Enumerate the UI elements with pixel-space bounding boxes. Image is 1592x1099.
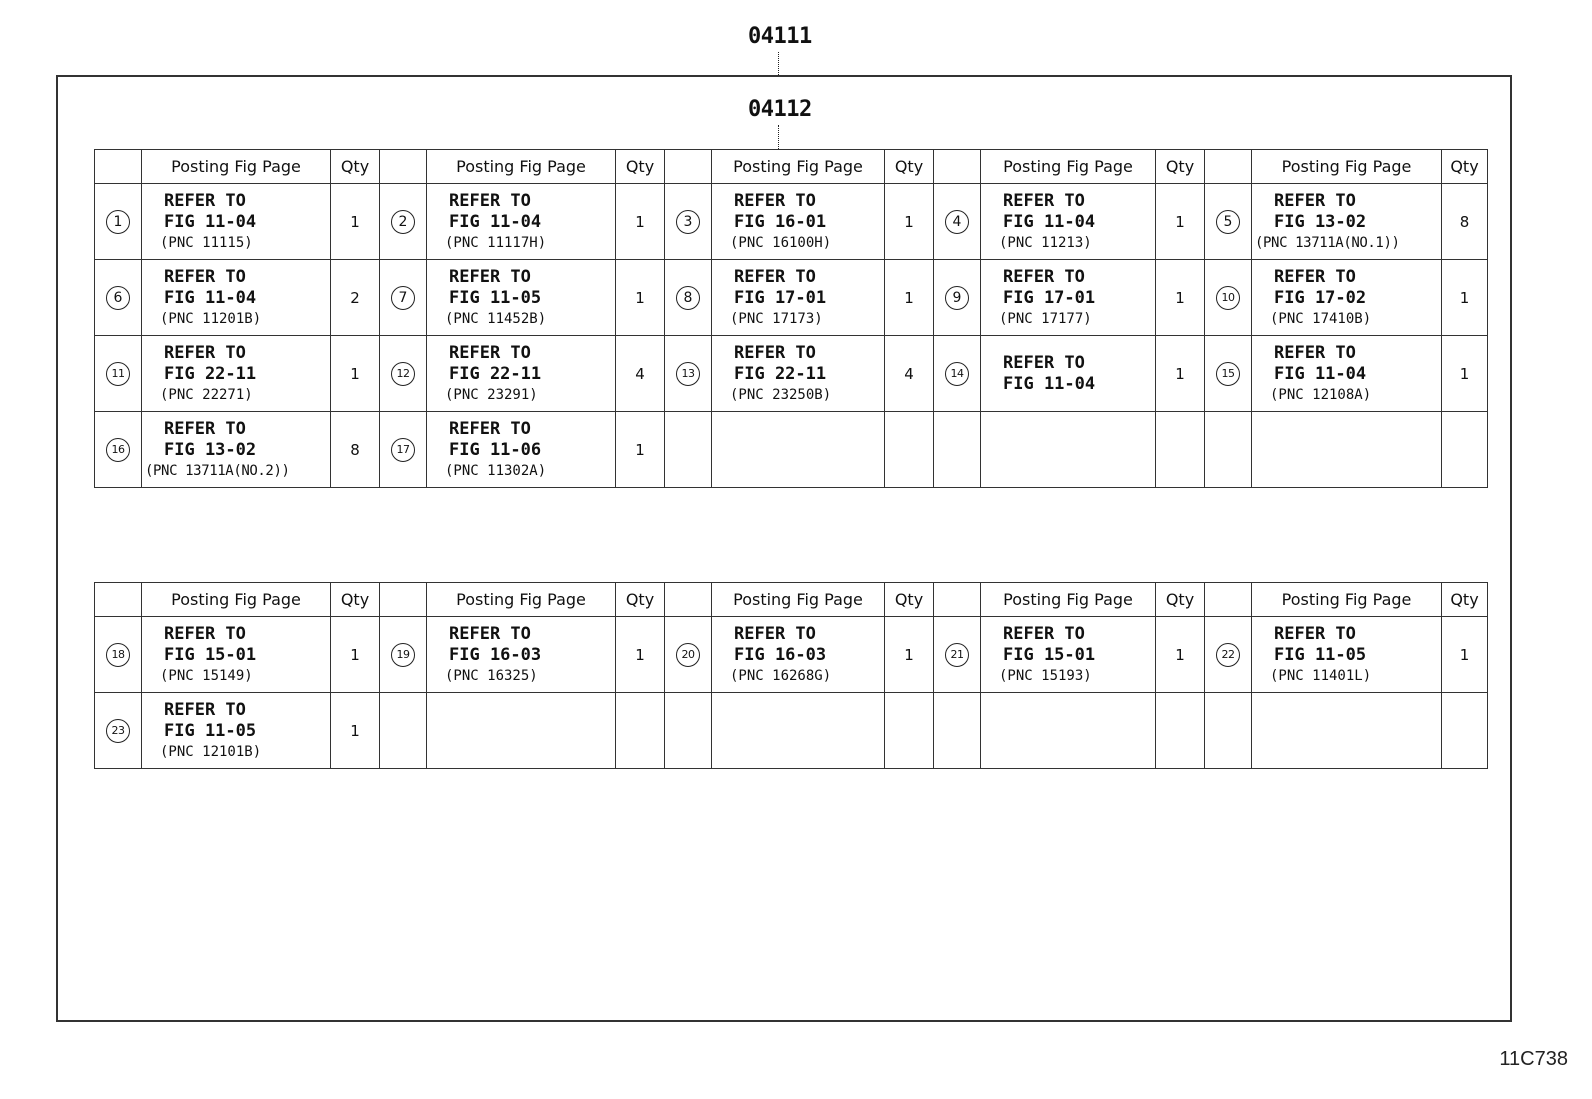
header-posting-fig-page: Posting Fig Page bbox=[981, 583, 1156, 617]
refer-to-text: REFER TO bbox=[1003, 190, 1085, 211]
posting-fig-page-cell bbox=[1252, 336, 1442, 412]
item-number-cell bbox=[934, 693, 981, 769]
refer-to-text: REFER TO bbox=[449, 190, 531, 211]
qty-cell: 8 bbox=[331, 412, 380, 488]
table-row bbox=[95, 412, 1488, 488]
qty-cell: 1 bbox=[1156, 184, 1205, 260]
refer-to-text: REFER TO bbox=[449, 623, 531, 644]
parts-reference-table-2 bbox=[94, 582, 1488, 769]
header-qty: Qty bbox=[1156, 150, 1205, 184]
item-number-cell bbox=[380, 412, 427, 488]
item-number-callout: 20 bbox=[676, 643, 700, 667]
figure-reference-text: FIG 17-01 bbox=[734, 287, 827, 308]
header-number-cell bbox=[934, 150, 981, 184]
figure-reference-text: FIG 11-05 bbox=[164, 720, 257, 741]
item-number-cell bbox=[934, 260, 981, 336]
header-number-cell bbox=[1205, 583, 1252, 617]
item-number-cell bbox=[380, 617, 427, 693]
figure-reference-text: FIG 22-11 bbox=[164, 363, 257, 384]
qty-cell: 1 bbox=[1442, 336, 1488, 412]
item-number-cell bbox=[1205, 184, 1252, 260]
posting-fig-page-cell bbox=[712, 617, 885, 693]
assembly-label-04111: 04111 bbox=[748, 24, 812, 49]
posting-fig-page-cell bbox=[142, 617, 331, 693]
item-number-cell bbox=[665, 617, 712, 693]
pnc-code-text: (PNC 15149) bbox=[160, 667, 253, 684]
qty-cell: 1 bbox=[885, 617, 934, 693]
header-number-cell bbox=[1205, 150, 1252, 184]
refer-to-text: REFER TO bbox=[1003, 266, 1085, 287]
pnc-code-text: (PNC 12101B) bbox=[160, 743, 262, 760]
pnc-code-text: (PNC 16268G) bbox=[730, 667, 832, 684]
header-posting-fig-page: Posting Fig Page bbox=[1252, 583, 1442, 617]
posting-fig-page-cell bbox=[712, 336, 885, 412]
item-number-callout: 21 bbox=[945, 643, 969, 667]
item-number-callout: 17 bbox=[391, 438, 415, 462]
item-number-cell bbox=[934, 184, 981, 260]
item-number-callout: 4 bbox=[945, 210, 969, 234]
pnc-code-text: (PNC 12108A) bbox=[1270, 386, 1372, 403]
refer-to-text: REFER TO bbox=[1274, 266, 1356, 287]
item-number-callout: 22 bbox=[1216, 643, 1240, 667]
figure-reference-text: FIG 11-04 bbox=[1003, 211, 1096, 232]
item-number-callout: 15 bbox=[1216, 362, 1240, 386]
pnc-code-text: (PNC 11115) bbox=[160, 234, 253, 251]
item-number-callout: 1 bbox=[106, 210, 130, 234]
posting-fig-page-cell bbox=[981, 617, 1156, 693]
qty-cell bbox=[885, 693, 934, 769]
header-number-cell bbox=[380, 583, 427, 617]
refer-to-text: REFER TO bbox=[734, 623, 816, 644]
item-number-cell bbox=[380, 336, 427, 412]
qty-cell bbox=[1156, 412, 1205, 488]
header-posting-fig-page: Posting Fig Page bbox=[1252, 150, 1442, 184]
item-number-cell bbox=[665, 412, 712, 488]
qty-cell: 1 bbox=[1442, 617, 1488, 693]
item-number-cell bbox=[380, 693, 427, 769]
refer-to-text: REFER TO bbox=[734, 190, 816, 211]
pnc-code-text: (PNC 15193) bbox=[999, 667, 1092, 684]
refer-to-text: REFER TO bbox=[734, 342, 816, 363]
figure-reference-text: FIG 22-11 bbox=[734, 363, 827, 384]
posting-fig-page-cell bbox=[427, 184, 616, 260]
qty-cell: 1 bbox=[616, 260, 665, 336]
table-row bbox=[95, 693, 1488, 769]
qty-cell: 1 bbox=[331, 336, 380, 412]
posting-fig-page-cell bbox=[427, 336, 616, 412]
pnc-code-text: (PNC 11117H) bbox=[445, 234, 547, 251]
qty-cell: 1 bbox=[885, 184, 934, 260]
posting-fig-page-cell bbox=[981, 412, 1156, 488]
posting-fig-page-cell bbox=[712, 184, 885, 260]
posting-fig-page-cell bbox=[1252, 617, 1442, 693]
item-number-cell bbox=[1205, 336, 1252, 412]
figure-reference-text: FIG 11-05 bbox=[1274, 644, 1367, 665]
header-number-cell bbox=[95, 150, 142, 184]
item-number-callout: 23 bbox=[106, 719, 130, 743]
qty-cell: 4 bbox=[616, 336, 665, 412]
pnc-code-text: (PNC 13711A(NO.1)) bbox=[1255, 234, 1400, 251]
qty-cell bbox=[1442, 693, 1488, 769]
qty-cell bbox=[885, 412, 934, 488]
refer-to-text: REFER TO bbox=[1274, 623, 1356, 644]
parts-reference-table-1 bbox=[94, 149, 1488, 488]
posting-fig-page-cell bbox=[427, 617, 616, 693]
header-qty: Qty bbox=[1442, 150, 1488, 184]
header-posting-fig-page: Posting Fig Page bbox=[142, 150, 331, 184]
posting-fig-page-cell bbox=[142, 184, 331, 260]
refer-to-text: REFER TO bbox=[1003, 623, 1085, 644]
header-qty: Qty bbox=[331, 583, 380, 617]
item-number-callout: 19 bbox=[391, 643, 415, 667]
posting-fig-page-cell bbox=[142, 260, 331, 336]
header-qty: Qty bbox=[616, 150, 665, 184]
qty-cell bbox=[1156, 693, 1205, 769]
item-number-cell bbox=[934, 412, 981, 488]
pnc-code-text: (PNC 16100H) bbox=[730, 234, 832, 251]
figure-reference-text: FIG 11-04 bbox=[1274, 363, 1367, 384]
item-number-cell bbox=[95, 693, 142, 769]
figure-reference-text: FIG 17-02 bbox=[1274, 287, 1367, 308]
item-number-cell bbox=[95, 260, 142, 336]
table-row bbox=[95, 184, 1488, 260]
item-number-callout: 2 bbox=[391, 210, 415, 234]
qty-cell: 1 bbox=[885, 260, 934, 336]
pnc-code-text: (PNC 11213) bbox=[999, 234, 1092, 251]
posting-fig-page-cell bbox=[1252, 184, 1442, 260]
item-number-cell bbox=[380, 260, 427, 336]
refer-to-text: REFER TO bbox=[164, 623, 246, 644]
refer-to-text: REFER TO bbox=[1003, 352, 1085, 373]
item-number-cell bbox=[95, 336, 142, 412]
posting-fig-page-cell bbox=[1252, 412, 1442, 488]
refer-to-text: REFER TO bbox=[1274, 190, 1356, 211]
leader-line-04111 bbox=[778, 52, 779, 75]
figure-reference-text: FIG 15-01 bbox=[164, 644, 257, 665]
item-number-cell bbox=[1205, 617, 1252, 693]
posting-fig-page-cell bbox=[142, 412, 331, 488]
header-qty: Qty bbox=[331, 150, 380, 184]
pnc-code-text: (PNC 17177) bbox=[999, 310, 1092, 327]
figure-reference-text: FIG 15-01 bbox=[1003, 644, 1096, 665]
header-qty: Qty bbox=[616, 583, 665, 617]
pnc-code-text: (PNC 23250B) bbox=[730, 386, 832, 403]
item-number-cell bbox=[934, 617, 981, 693]
refer-to-text: REFER TO bbox=[164, 190, 246, 211]
pnc-code-text: (PNC 11401L) bbox=[1270, 667, 1372, 684]
pnc-code-text: (PNC 11302A) bbox=[445, 462, 547, 479]
qty-cell: 1 bbox=[331, 693, 380, 769]
qty-cell: 4 bbox=[885, 336, 934, 412]
qty-cell: 2 bbox=[331, 260, 380, 336]
figure-reference-text: FIG 17-01 bbox=[1003, 287, 1096, 308]
refer-to-text: REFER TO bbox=[449, 418, 531, 439]
item-number-callout: 8 bbox=[676, 286, 700, 310]
qty-cell: 1 bbox=[616, 617, 665, 693]
figure-reference-text: FIG 11-06 bbox=[449, 439, 542, 460]
item-number-cell bbox=[95, 617, 142, 693]
table-row bbox=[95, 617, 1488, 693]
figure-reference-text: FIG 11-04 bbox=[164, 211, 257, 232]
figure-reference-text: FIG 11-04 bbox=[164, 287, 257, 308]
pnc-code-text: (PNC 23291) bbox=[445, 386, 538, 403]
header-posting-fig-page: Posting Fig Page bbox=[142, 583, 331, 617]
item-number-callout: 7 bbox=[391, 286, 415, 310]
item-number-cell bbox=[1205, 693, 1252, 769]
qty-cell bbox=[616, 693, 665, 769]
header-posting-fig-page: Posting Fig Page bbox=[427, 583, 616, 617]
item-number-cell bbox=[1205, 412, 1252, 488]
table-row bbox=[95, 260, 1488, 336]
qty-cell: 1 bbox=[331, 617, 380, 693]
pnc-code-text: (PNC 17410B) bbox=[1270, 310, 1372, 327]
item-number-cell bbox=[665, 184, 712, 260]
posting-fig-page-cell bbox=[142, 693, 331, 769]
header-posting-fig-page: Posting Fig Page bbox=[981, 150, 1156, 184]
header-number-cell bbox=[934, 583, 981, 617]
refer-to-text: REFER TO bbox=[449, 266, 531, 287]
pnc-code-text: (PNC 11452B) bbox=[445, 310, 547, 327]
item-number-callout: 9 bbox=[945, 286, 969, 310]
posting-fig-page-cell bbox=[981, 260, 1156, 336]
qty-cell: 1 bbox=[1442, 260, 1488, 336]
posting-fig-page-cell bbox=[712, 260, 885, 336]
refer-to-text: REFER TO bbox=[1274, 342, 1356, 363]
figure-reference-text: FIG 11-04 bbox=[449, 211, 542, 232]
qty-cell: 1 bbox=[1156, 260, 1205, 336]
posting-fig-page-cell bbox=[142, 336, 331, 412]
figure-reference-text: FIG 13-02 bbox=[1274, 211, 1367, 232]
leader-line-04112 bbox=[778, 125, 779, 149]
header-qty: Qty bbox=[885, 150, 934, 184]
figure-reference-text: FIG 22-11 bbox=[449, 363, 542, 384]
pnc-code-text: (PNC 13711A(NO.2)) bbox=[145, 462, 290, 479]
posting-fig-page-cell bbox=[981, 693, 1156, 769]
refer-to-text: REFER TO bbox=[734, 266, 816, 287]
item-number-callout: 18 bbox=[106, 643, 130, 667]
item-number-callout: 10 bbox=[1216, 286, 1240, 310]
item-number-cell bbox=[934, 336, 981, 412]
header-posting-fig-page: Posting Fig Page bbox=[712, 583, 885, 617]
qty-cell: 1 bbox=[616, 412, 665, 488]
item-number-callout: 16 bbox=[106, 438, 130, 462]
item-number-cell bbox=[1205, 260, 1252, 336]
header-posting-fig-page: Posting Fig Page bbox=[712, 150, 885, 184]
header-number-cell bbox=[380, 150, 427, 184]
posting-fig-page-cell bbox=[1252, 260, 1442, 336]
header-row bbox=[95, 583, 1488, 617]
posting-fig-page-cell bbox=[712, 693, 885, 769]
table-row bbox=[95, 336, 1488, 412]
qty-cell: 8 bbox=[1442, 184, 1488, 260]
posting-fig-page-cell bbox=[712, 412, 885, 488]
header-row bbox=[95, 150, 1488, 184]
item-number-callout: 5 bbox=[1216, 210, 1240, 234]
qty-cell: 1 bbox=[1156, 336, 1205, 412]
qty-cell: 1 bbox=[331, 184, 380, 260]
header-qty: Qty bbox=[1156, 583, 1205, 617]
posting-fig-page-cell bbox=[427, 412, 616, 488]
figure-reference-text: FIG 11-04 bbox=[1003, 373, 1096, 394]
header-posting-fig-page: Posting Fig Page bbox=[427, 150, 616, 184]
figure-reference-text: FIG 16-03 bbox=[734, 644, 827, 665]
pnc-code-text: (PNC 11201B) bbox=[160, 310, 262, 327]
pnc-code-text: (PNC 16325) bbox=[445, 667, 538, 684]
item-number-cell bbox=[95, 184, 142, 260]
qty-cell bbox=[1442, 412, 1488, 488]
item-number-callout: 6 bbox=[106, 286, 130, 310]
figure-reference-text: FIG 11-05 bbox=[449, 287, 542, 308]
item-number-cell bbox=[665, 693, 712, 769]
pnc-code-text: (PNC 17173) bbox=[730, 310, 823, 327]
illustration-code: 11C738 bbox=[1499, 1048, 1568, 1070]
item-number-callout: 13 bbox=[676, 362, 700, 386]
figure-reference-text: FIG 13-02 bbox=[164, 439, 257, 460]
posting-fig-page-cell bbox=[981, 336, 1156, 412]
item-number-cell bbox=[380, 184, 427, 260]
header-number-cell bbox=[665, 150, 712, 184]
posting-fig-page-cell bbox=[981, 184, 1156, 260]
refer-to-text: REFER TO bbox=[164, 342, 246, 363]
item-number-callout: 14 bbox=[945, 362, 969, 386]
header-qty: Qty bbox=[885, 583, 934, 617]
item-number-cell bbox=[665, 260, 712, 336]
figure-reference-text: FIG 16-03 bbox=[449, 644, 542, 665]
posting-fig-page-cell bbox=[1252, 693, 1442, 769]
qty-cell: 1 bbox=[1156, 617, 1205, 693]
refer-to-text: REFER TO bbox=[449, 342, 531, 363]
refer-to-text: REFER TO bbox=[164, 418, 246, 439]
figure-reference-text: FIG 16-01 bbox=[734, 211, 827, 232]
qty-cell: 1 bbox=[616, 184, 665, 260]
header-number-cell bbox=[665, 583, 712, 617]
item-number-callout: 3 bbox=[676, 210, 700, 234]
item-number-callout: 12 bbox=[391, 362, 415, 386]
refer-to-text: REFER TO bbox=[164, 266, 246, 287]
refer-to-text: REFER TO bbox=[164, 699, 246, 720]
item-number-callout: 11 bbox=[106, 362, 130, 386]
pnc-code-text: (PNC 22271) bbox=[160, 386, 253, 403]
posting-fig-page-cell bbox=[427, 260, 616, 336]
header-number-cell bbox=[95, 583, 142, 617]
item-number-cell bbox=[665, 336, 712, 412]
header-qty: Qty bbox=[1442, 583, 1488, 617]
assembly-label-04112: 04112 bbox=[748, 97, 812, 122]
item-number-cell bbox=[95, 412, 142, 488]
posting-fig-page-cell bbox=[427, 693, 616, 769]
